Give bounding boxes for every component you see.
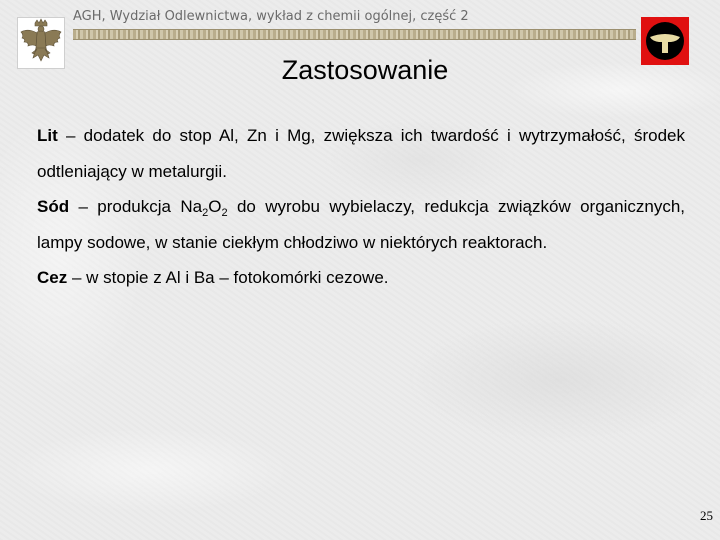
term-lithium: Lit (37, 126, 58, 145)
text-cesium: – w stopie z Al i Ba – fotokomórki cezowe. (67, 268, 389, 287)
text-sodium-after: do wyrobu wybielaczy, redukcja związków organicznych, lampy sodowe, w stanie ciekłym chłodziwo w niektórych reaktorach. (37, 197, 685, 252)
header-decorative-rule (73, 29, 636, 40)
list-item-lithium (37, 118, 685, 189)
text-lithium: – dodatek do stop Al, Zn i Mg, zwiększa ich twardość i wytrzymałość, środek odtleniający w metalurgii. (37, 126, 685, 181)
page-number: 25 (700, 508, 713, 523)
subscript-2: 2 (221, 207, 228, 219)
course-header-title: AGH, Wydział Odlewnictwa, wykład z chemii ogólnej, część 2 (73, 9, 469, 24)
text-sodium-mid: O (208, 197, 222, 216)
term-cesium: Cez (37, 268, 68, 287)
slide-title: Zastosowanie (281, 55, 449, 85)
term-sodium: Sód (37, 197, 70, 216)
slide-content (37, 118, 685, 296)
list-item-cesium (37, 260, 685, 296)
text-sodium-before: – produkcja Na (69, 197, 203, 216)
list-item-sodium (37, 189, 685, 260)
subscript-1: 2 (202, 207, 209, 219)
